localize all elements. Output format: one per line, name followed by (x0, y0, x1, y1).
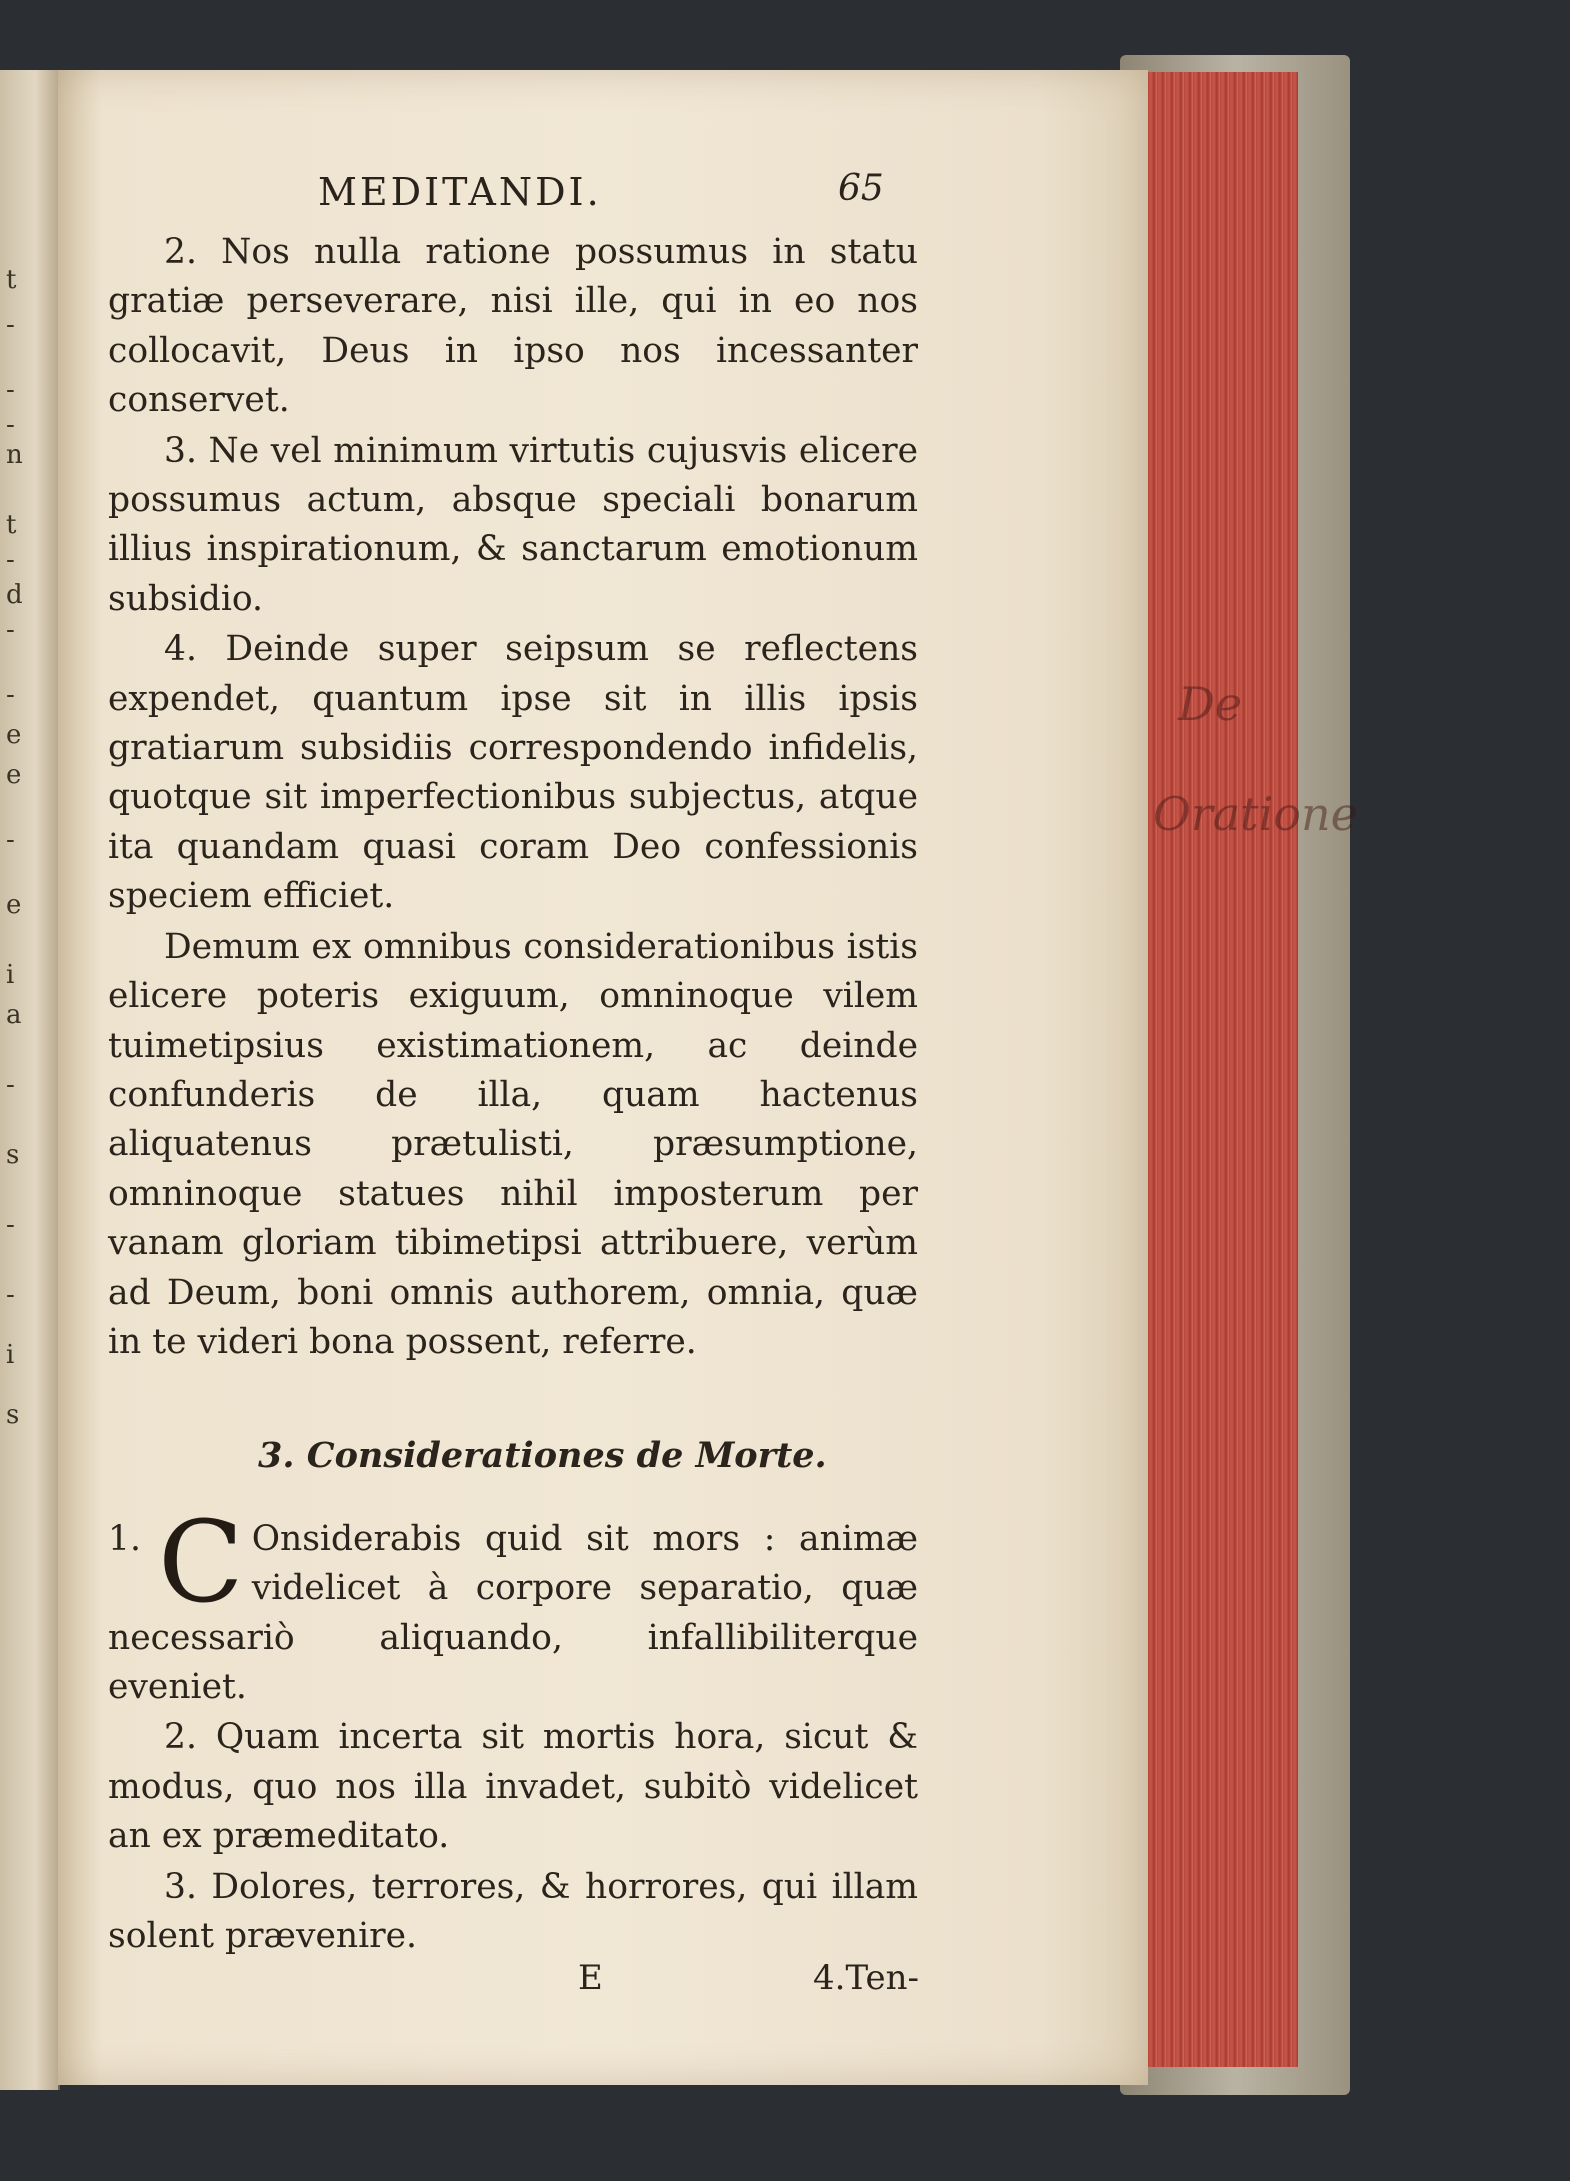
left-page-mark: i (6, 1340, 15, 1370)
section-first-text: Onsiderabis quid sit mors : animæ videlicet à corpore separatio, quæ necessariò aliquando, infallibiliterque eveniet. (108, 1518, 918, 1707)
left-page-mark: s (6, 1140, 20, 1170)
left-page-mark: - (6, 310, 15, 340)
left-page-mark: - (6, 1210, 15, 1240)
paragraph: 3. Ne vel minimum virtutis cujusvis elicere possumus actum, absque speciali bonarum illius inspirationum, & sanctarum emotionum subsidio. (108, 430, 918, 619)
paragraph: Demum ex omnibus considerationibus istis elicere poteris exiguum, omninoque vilem tuimetipsius existimationem, ac deinde confunderis de illa, quam hactenus aliquatenus prætulisti, præsumptione, omninoque statues nihil imposterum per vanam gloriam tibimetipsi attribuere, verùm ad Deum, boni omnis authorem, omnia, quæ in te videri bona possent, referre. (108, 926, 918, 1362)
page-number: 65 (838, 168, 884, 209)
left-page-mark: - (6, 1280, 15, 1310)
left-page-mark: - (6, 615, 15, 645)
catchword: 4.Ten- (813, 1958, 919, 1998)
paragraph: 3. Dolores, terrores, & horrores, qui illam solent prævenire. (108, 1866, 918, 1956)
paragraph: 4. Deinde super seipsum se reflectens expendet, quantum ipse sit in illis ipsis gratiarum subsidiis correspondendo infidelis, quotque sit imperfectionibus subjectus, atque ita quandam quasi coram Deo confessionis speciem efficiet. (108, 629, 918, 917)
paragraph: 2. Nos nulla ratione possumus in statu gratiæ perseverare, nisi ille, qui in eo nos collocavit, Deus in ipso nos incessanter conservet. (108, 232, 918, 421)
paragraph: 2. Quam incerta sit mortis hora, sicut & modus, quo nos illa invadet, subitò videlicet an ex præmeditato. (108, 1717, 918, 1857)
left-page-edge (0, 70, 60, 2090)
left-page-mark: e (6, 760, 22, 790)
left-page-mark: a (6, 1000, 22, 1030)
signature-mark: E (578, 1958, 603, 1998)
book-page (58, 70, 1148, 2085)
left-page-mark: - (6, 1070, 15, 1100)
page-edges (1145, 72, 1358, 2067)
left-page-mark: s (6, 1400, 20, 1430)
drop-cap: C (158, 1497, 244, 1628)
left-page-mark: e (6, 720, 22, 750)
left-page-mark: n (6, 440, 23, 470)
edge-ghost-text: Oratione (1153, 787, 1358, 841)
left-page-mark: e (6, 890, 22, 920)
running-head: MEDITANDI. (318, 170, 602, 214)
left-page-mark: - (6, 545, 15, 575)
left-page-mark: - (6, 375, 15, 405)
section-heading: 3. Considerationes de Morte. (258, 1435, 827, 1477)
section-first-paragraph (108, 1497, 918, 1713)
section-item-number: 1. (108, 1518, 141, 1559)
left-page-mark: t (6, 265, 17, 295)
left-page-mark: i (6, 960, 15, 990)
left-page-mark: d (6, 580, 23, 610)
left-page-mark: - (6, 410, 15, 440)
left-page-mark: - (6, 825, 15, 855)
page-body (108, 228, 918, 1962)
edge-ghost-text: De (1178, 677, 1243, 731)
left-page-mark: t (6, 510, 17, 540)
left-page-mark: - (6, 680, 15, 710)
